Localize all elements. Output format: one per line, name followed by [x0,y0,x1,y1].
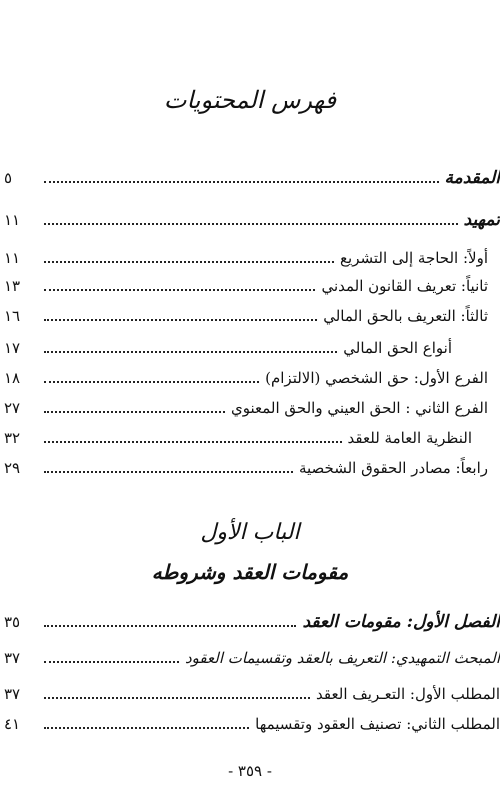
toc-entry-page: ١١ [4,211,21,229]
dot-leader [44,261,334,263]
dot-leader [44,727,249,729]
toc-entry-page: ٢٩ [4,459,21,477]
toc-entry-label: الفرع الأول: حق الشخصي (الالتزام) [265,369,488,387]
toc-entry-page: ١٣ [4,277,21,295]
toc-entry-label: أولاً: الحاجة إلى التشريع [340,249,488,267]
dot-leader [44,697,310,699]
toc-entry[interactable] [0,640,500,668]
toc-entry-label: الفصل الأول: مقومات العقد [302,612,500,632]
part-title: الباب الأول [200,520,300,545]
dot-leader [44,441,342,443]
toc-entry-label: النظرية العامة للعقد [347,429,472,447]
toc-entry-label: الفرع الثاني : الحق العيني والحق المعنوي [230,399,488,417]
toc-entry-page: ٣٧ [4,649,21,667]
dot-leader [44,351,337,353]
toc-entry-label: المطلب الأول: التعـريف العقد [316,685,500,703]
toc-entry-label: المطلب الثاني: تصنيف العقود وتقسيمها [255,715,500,733]
toc-entry-page: ١٧ [4,339,21,357]
page-title: فهرس المحتويات [163,86,337,114]
toc-entry-label: رابعاً: مصادر الحقوق الشخصية [298,459,488,477]
toc-entry-label: أنواع الحق المالي [343,339,452,357]
dot-leader [44,625,296,627]
dot-leader [44,381,259,383]
toc-entry-page: ٤١ [4,715,21,733]
toc-entry-page: ١٦ [4,307,21,325]
toc-entry-chapter[interactable] [0,604,500,632]
toc-entry-label: ثالثاً: التعريف بالحق المالي [323,307,488,325]
dot-leader [44,223,458,225]
toc-entry[interactable] [0,390,500,418]
toc-entry[interactable] [0,360,500,388]
toc-entry-label: المبحث التمهيدي: التعريف بالعقد وتقسيمات العقود [185,649,500,667]
toc-entry-label: المقدمة [444,168,500,188]
toc-entry[interactable] [0,240,500,268]
toc-entry[interactable] [0,676,500,704]
toc-entry-page: ٥ [4,169,13,187]
toc-entry-page: ٣٥ [4,613,21,631]
toc-entry-introduction[interactable] [0,160,500,188]
dot-leader [44,661,179,663]
toc-entry[interactable] [0,450,500,478]
toc-entry-page: ١٨ [4,369,21,387]
toc-entry[interactable] [0,330,500,358]
part-subtitle: مقومات العقد وشروطه [151,560,349,584]
dot-leader [44,181,439,183]
toc-entry[interactable] [0,420,500,448]
page-number: - ٣٥٩ - [228,762,272,780]
dot-leader [44,289,315,291]
toc-entry[interactable] [0,298,500,326]
dot-leader [44,319,317,321]
toc-entry-page: ١١ [4,249,21,267]
dot-leader [44,411,225,413]
toc-entry-page: ٢٧ [4,399,21,417]
toc-entry[interactable] [0,268,500,296]
toc-entry-page: ٣٢ [4,429,21,447]
toc-entry-label: ثانياً: تعريف القانون المدني [321,277,488,295]
toc-entry-label: تمهيد [463,210,500,230]
toc-entry-preface[interactable] [0,202,500,230]
toc-entry-page: ٣٧ [4,685,21,703]
dot-leader [44,471,293,473]
toc-entry[interactable] [0,706,500,734]
